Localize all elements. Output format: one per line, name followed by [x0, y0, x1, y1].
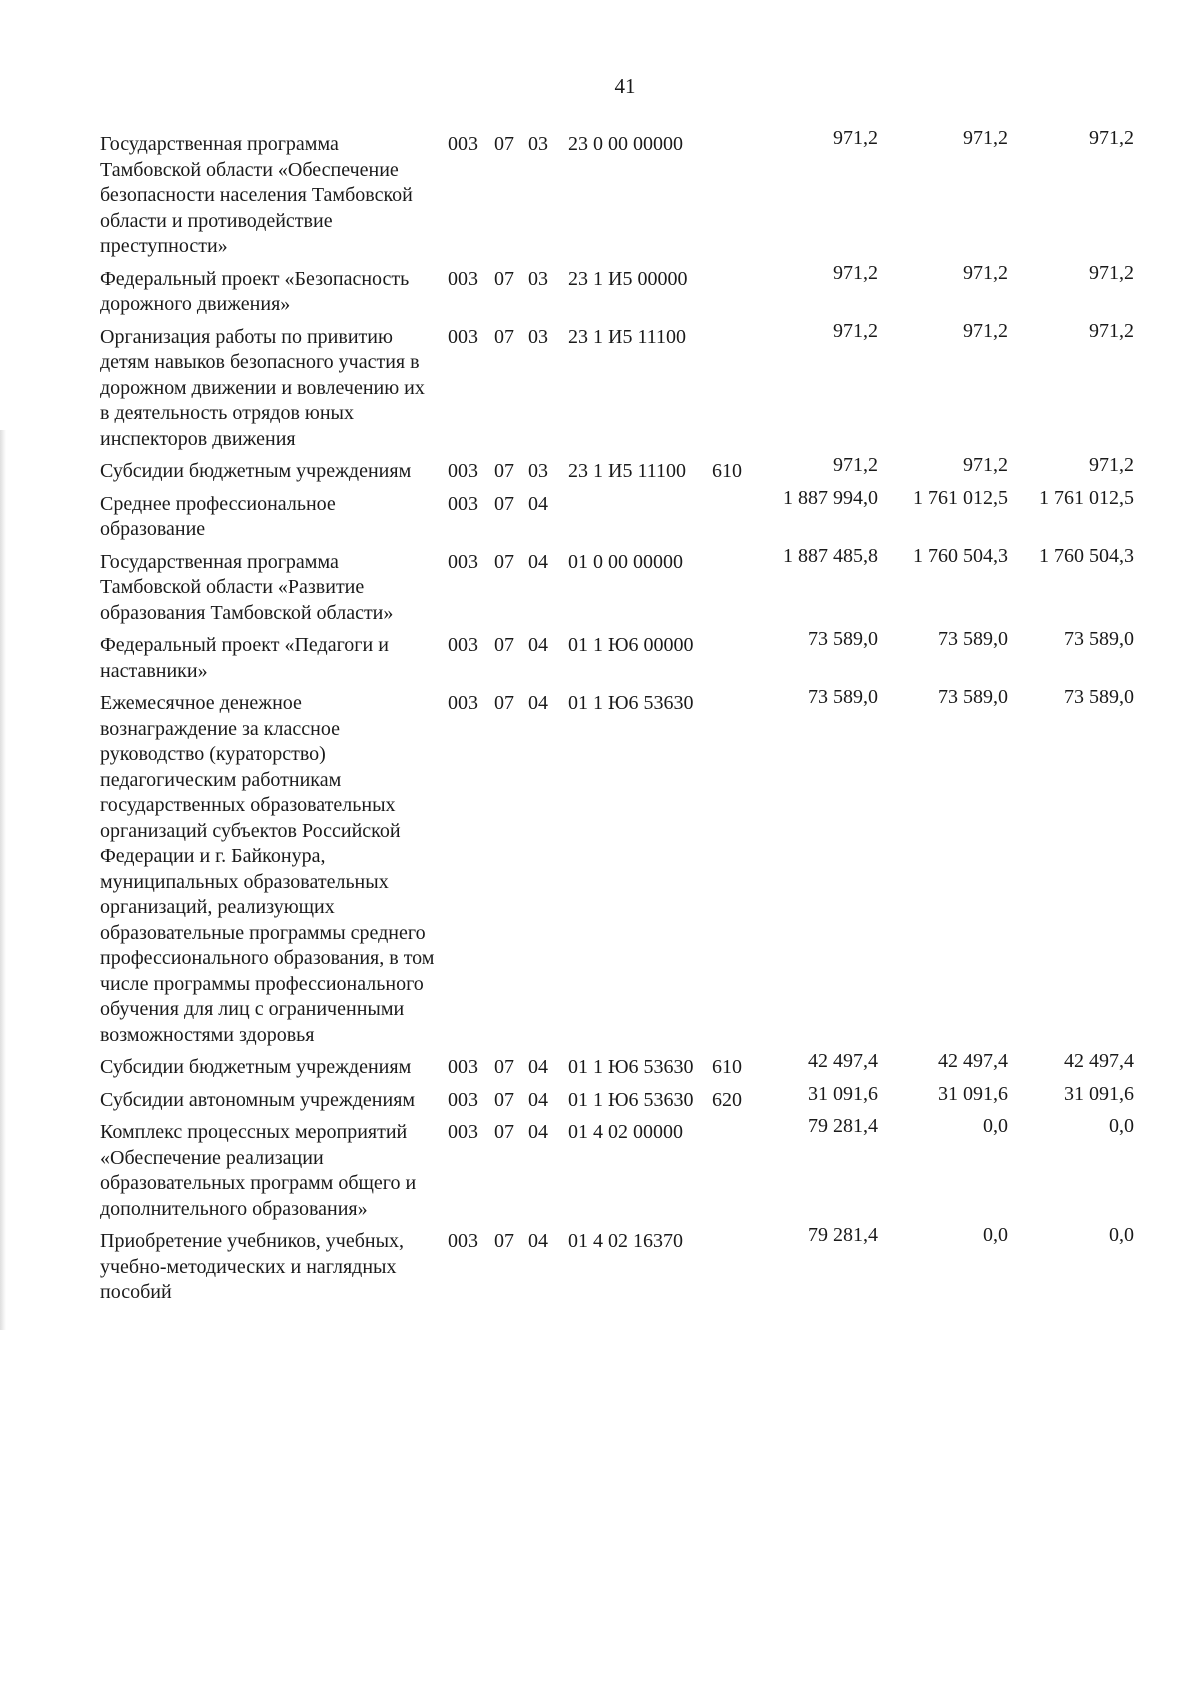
- row-name: Субсидии бюджетным учреждениям: [100, 1056, 412, 1078]
- row-name: Субсидии бюджетным учреждениям: [100, 460, 412, 482]
- table-row: [100, 319, 1170, 453]
- row-value-year-1: 79 281,4: [808, 1224, 878, 1246]
- row-value-year-3: 73 589,0: [1064, 628, 1134, 650]
- row-code: 003: [448, 325, 478, 348]
- row-value-year-1: 971,2: [833, 454, 878, 476]
- row-value-year-2: 1 761 012,5: [913, 486, 1008, 509]
- row-target-article: 23 1 И5 11100: [568, 325, 686, 348]
- row-value-year-1: 31 091,6: [808, 1082, 878, 1105]
- row-subsection: 03: [528, 267, 548, 290]
- row-target-article: 01 1 Ю6 00000: [568, 634, 694, 656]
- row-name: Среднее профессиональное образование: [100, 492, 336, 540]
- row-value-year-1: 73 589,0: [808, 686, 878, 708]
- row-target-article: 01 1 Ю6 53630: [568, 1088, 694, 1111]
- row-section: 07: [494, 1056, 514, 1078]
- row-section: 07: [494, 550, 514, 573]
- row-value-year-2: 42 497,4: [938, 1050, 1008, 1072]
- row-value-year-2: 0,0: [983, 1115, 1008, 1137]
- row-name: Государственная программа Тамбовской области «Обеспечение безопасности населения Тамбовской области и противодействие преступности»: [100, 133, 413, 257]
- row-section: 07: [494, 692, 514, 714]
- row-target-article: 01 0 00 00000: [568, 550, 683, 573]
- row-value-year-2: 73 589,0: [938, 628, 1008, 650]
- row-subsection: 03: [528, 133, 548, 155]
- row-subsection: 04: [528, 550, 548, 573]
- row-value-year-1: 971,2: [833, 127, 878, 149]
- row-expense-type: 620: [712, 1088, 742, 1111]
- table-row: [100, 1082, 1170, 1114]
- row-value-year-1: 971,2: [833, 319, 878, 342]
- table-row: [100, 1115, 1170, 1222]
- row-subsection: 04: [528, 1121, 548, 1143]
- table-row: [100, 486, 1170, 543]
- row-subsection: 04: [528, 1088, 548, 1111]
- row-value-year-1: 73 589,0: [808, 628, 878, 650]
- row-subsection: 03: [528, 325, 548, 348]
- row-name: Приобретение учебников, учебных, учебно-методических и наглядных пособий: [100, 1230, 405, 1303]
- row-subsection: 04: [528, 634, 548, 656]
- row-value-year-2: 1 760 504,3: [913, 544, 1008, 567]
- row-code: 003: [448, 550, 478, 573]
- row-name: Федеральный проект «Безопасность дорожного движения»: [100, 267, 410, 315]
- row-value-year-1: 79 281,4: [808, 1115, 878, 1137]
- row-target-article: 23 0 00 00000: [568, 133, 683, 155]
- row-section: 07: [494, 267, 514, 290]
- row-section: 07: [494, 460, 514, 482]
- row-value-year-1: 971,2: [833, 261, 878, 284]
- row-value-year-2: 971,2: [963, 261, 1008, 284]
- budget-table: [100, 127, 1170, 1313]
- row-section: 07: [494, 634, 514, 656]
- row-section: 07: [494, 1121, 514, 1143]
- table-row: [100, 686, 1170, 1048]
- table-row: [100, 1224, 1170, 1306]
- row-target-article: 01 1 Ю6 53630: [568, 1056, 694, 1078]
- row-expense-type: 610: [712, 460, 742, 482]
- row-value-year-3: 971,2: [1089, 261, 1134, 284]
- row-code: 003: [448, 492, 478, 515]
- row-value-year-3: 971,2: [1089, 127, 1134, 149]
- row-name: Государственная программа Тамбовской области «Развитие образования Тамбовской области»: [100, 550, 394, 624]
- row-subsection: 04: [528, 692, 548, 714]
- table-row: [100, 1050, 1170, 1081]
- row-code: 003: [448, 1056, 478, 1078]
- row-section: 07: [494, 325, 514, 348]
- row-code: 003: [448, 267, 478, 290]
- row-value-year-3: 0,0: [1109, 1115, 1134, 1137]
- row-section: 07: [494, 1088, 514, 1111]
- table-row: [100, 127, 1170, 260]
- row-section: 07: [494, 133, 514, 155]
- row-code: 003: [448, 634, 478, 656]
- table-row: [100, 544, 1170, 627]
- row-value-year-3: 971,2: [1089, 319, 1134, 342]
- row-target-article: 23 1 И5 11100: [568, 460, 686, 482]
- row-value-year-3: 1 760 504,3: [1039, 544, 1134, 567]
- row-value-year-2: 73 589,0: [938, 686, 1008, 708]
- row-target-article: 01 1 Ю6 53630: [568, 692, 694, 714]
- row-code: 003: [448, 692, 478, 714]
- row-name: Федеральный проект «Педагоги и наставники»: [100, 634, 389, 682]
- row-value-year-3: 971,2: [1089, 454, 1134, 476]
- table-row: [100, 628, 1170, 684]
- row-value-year-3: 31 091,6: [1064, 1082, 1134, 1105]
- row-name: Комплекс процессных мероприятий «Обеспечение реализации образовательных программ общего и дополнительного образования»: [100, 1121, 417, 1220]
- row-expense-type: 610: [712, 1056, 742, 1078]
- row-subsection: 03: [528, 460, 548, 482]
- row-value-year-2: 971,2: [963, 319, 1008, 342]
- row-value-year-2: 31 091,6: [938, 1082, 1008, 1105]
- row-subsection: 04: [528, 492, 548, 515]
- row-value-year-1: 1 887 994,0: [783, 486, 878, 509]
- row-value-year-2: 971,2: [963, 127, 1008, 149]
- row-value-year-3: 73 589,0: [1064, 686, 1134, 708]
- row-subsection: 04: [528, 1056, 548, 1078]
- row-name: Организация работы по привитию детям навыков безопасного участия в дорожном движении и вовлечению их в деятельность отрядов юных инспекторов движения: [100, 325, 425, 450]
- row-section: 07: [494, 1230, 514, 1252]
- table-row: [100, 454, 1170, 485]
- row-value-year-2: 971,2: [963, 454, 1008, 476]
- row-target-article: 01 4 02 16370: [568, 1230, 683, 1252]
- row-value-year-3: 0,0: [1109, 1224, 1134, 1246]
- row-name: Субсидии автономным учреждениям: [100, 1088, 416, 1111]
- row-value-year-1: 1 887 485,8: [783, 544, 878, 567]
- row-section: 07: [494, 492, 514, 515]
- row-value-year-3: 42 497,4: [1064, 1050, 1134, 1072]
- row-code: 003: [448, 133, 478, 155]
- row-name: Ежемесячное денежное вознаграждение за классное руководство (кураторство) педагогическим работникам государственных образовательных организаций субъектов Российской Федерации и г. Байконура, муниципальных образовательных организаций, реализующих образовательные программы среднего профессионального образования, в том числе программы профессионального обучения для лиц с ограниченными возможностями здоровья: [100, 692, 435, 1046]
- row-target-article: 23 1 И5 00000: [568, 267, 688, 290]
- scan-shadow: [0, 430, 6, 1330]
- row-value-year-2: 0,0: [983, 1224, 1008, 1246]
- row-value-year-1: 42 497,4: [808, 1050, 878, 1072]
- row-code: 003: [448, 1121, 478, 1143]
- row-code: 003: [448, 1230, 478, 1252]
- row-code: 003: [448, 1088, 478, 1111]
- table-row: [100, 261, 1170, 318]
- row-code: 003: [448, 460, 478, 482]
- row-target-article: 01 4 02 00000: [568, 1121, 683, 1143]
- row-value-year-3: 1 761 012,5: [1039, 486, 1134, 509]
- row-subsection: 04: [528, 1230, 548, 1252]
- page-number: 41: [614, 74, 636, 98]
